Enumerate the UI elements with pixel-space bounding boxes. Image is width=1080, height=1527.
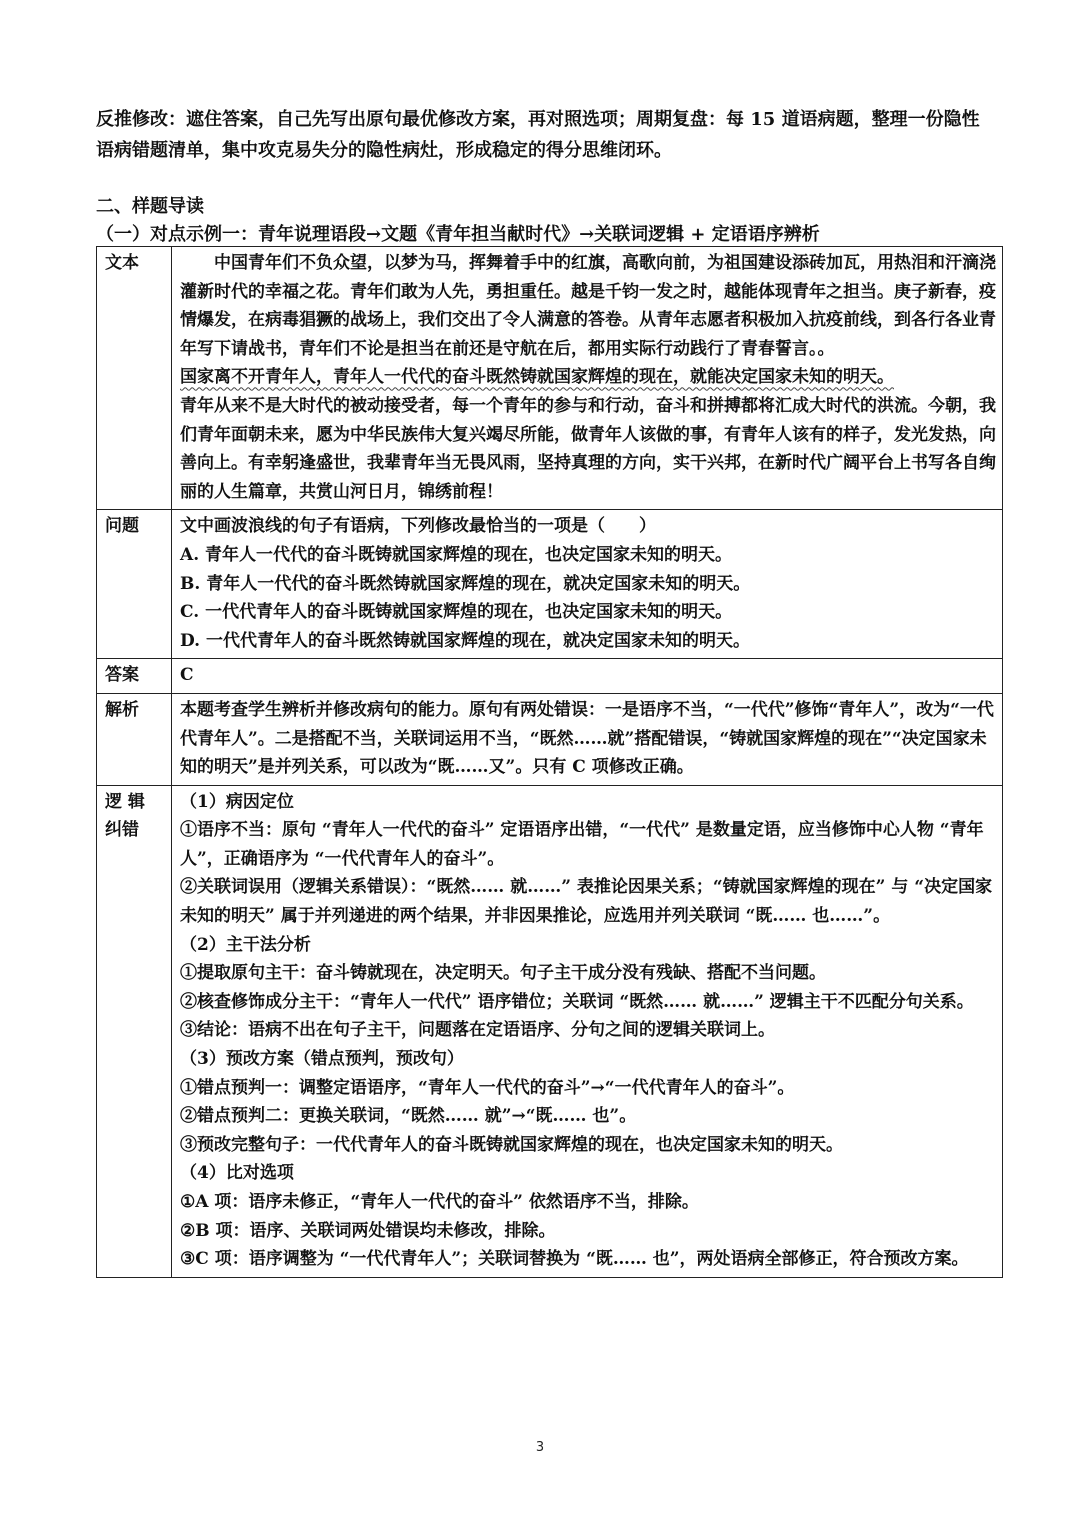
page-number: 3 — [535, 1440, 545, 1455]
logic-line: （1）病因定位 — [180, 791, 294, 812]
logic-label — [97, 785, 172, 1277]
logic-label-line-2: 纠错 — [105, 820, 139, 841]
answer-label: 答案 — [97, 659, 172, 694]
logic-line: ③预改完整句子：一代代青年人的奋斗既铸就国家辉煌的现在，也决定国家未知的明天。 — [180, 1134, 843, 1155]
logic-line: ①错点预判一：调整定语语序，“青年人一代代的奋斗”→“一代代青年人的奋斗”。 — [180, 1077, 795, 1098]
question-row — [97, 510, 1003, 659]
text-label: 文本 — [97, 247, 172, 510]
logic-line: ①语序不当：原句 “青年人一代代的奋斗” 定语语序出错，“一代代” 是数量定语，应当修饰中心人物 “青年人”，正确语序为 “一代代青年人的奋斗”。 — [180, 820, 984, 869]
intro-paragraph: 反推修改：遮住答案，自己先写出原句最优修改方案，再对照选项；周期复盘：每 15 道语病题，整理一份隐性语病错题清单，集中攻克易失分的隐性病灶，形成稳定的得分思维闭环。 — [96, 109, 980, 161]
question-label: 问题 — [97, 510, 172, 659]
option-d: D. 一代代青年人的奋斗既然铸就国家辉煌的现在，就决定国家未知的明天。 — [180, 630, 750, 651]
answer-value: C — [172, 659, 1003, 694]
analysis-label: 解析 — [97, 693, 172, 785]
analysis-row — [97, 693, 1003, 785]
analysis-text: 本题考查学生辨析并修改病句的能力。原句有两处错误：一是语序不当，“一代代”修饰“青年人”，改为“一代代青年人”。二是搭配不当，关联词运用不当，“既然……就”搭配错误，“铸就国家辉煌的现在”“决定国家未知的明天”是并列关系，可以改为“既……又”。只有 C 项修改正确。 — [172, 693, 1003, 785]
text-content — [172, 247, 1003, 510]
logic-line: ①A 项：语序未修正，“青年人一代代的奋斗” 依然语序不当，排除。 — [180, 1192, 699, 1212]
logic-line: ②B 项：语序、关联词两处错误均未修改，排除。 — [180, 1220, 556, 1241]
option-a: A. 青年人一代代的奋斗既铸就国家辉煌的现在，也决定国家未知的明天。 — [180, 544, 733, 565]
text-paragraph-2: 青年从来不是大时代的被动接受者，每一个青年的参与和行动，奋斗和拼搏都将汇成大时代的洪流。今朝，我们青年面朝未来，愿为中华民族伟大复兴竭尽所能，做青年人该做的事，有青年人该有的样子，发光发热，向善向上。有幸躬逢盛世，我辈青年当无畏风雨，坚持真理的方向，实干兴邦，在新时代广阔平台上书写各自绚丽的人生篇章，共赏山河日月，锦绣前程！ — [180, 395, 996, 502]
logic-label-line-1: 逻 辑 — [105, 791, 145, 812]
question-stem: 文中画波浪线的句子有语病，下列修改最恰当的一项是（ ） — [180, 516, 656, 537]
logic-line: ③C 项：语序调整为 “一代代青年人”；关联词替换为 “既…… 也”，两处语病全部修正，符合预改方案。 — [180, 1249, 969, 1270]
question-content — [172, 510, 1003, 659]
text-paragraph-1: 中国青年们不负众望，以梦为马，挥舞着手中的红旗，高歌向前，为祖国建设添砖加瓦，用热泪和汗滴浇灌新时代的幸福之花。青年们敢为人先，勇担重任。越是千钧一发之时，越能体现青年之担当。庚子新春，疫情爆发，在病毒猖獗的战场上，我们交出了令人满意的答卷。从青年志愿者积极加入抗疫前线，到各行各业青年写下请战书，青年们不论是担当在前还是守航在后，都用实际行动践行了青春誓言。。 — [180, 253, 996, 359]
wavy-underlined-sentence: 国家离不开青年人，青年人一代代的奋斗既然铸就国家辉煌的现在，就能决定国家未知的明天。 — [180, 367, 894, 388]
logic-line: ③结论：语病不出在句子主干，问题落在定语语序、分句之间的逻辑关联词上。 — [180, 1020, 775, 1041]
logic-line: （4）比对选项 — [180, 1163, 294, 1184]
logic-content — [172, 785, 1003, 1277]
answer-row — [97, 659, 1003, 694]
logic-line: （3）预改方案（错点预判，预改句） — [180, 1049, 464, 1070]
option-b: B. 青年人一代代的奋斗既然铸就国家辉煌的现在，就决定国家未知的明天。 — [180, 573, 751, 594]
logic-line: ②错点预判二：更换关联词，“既然…… 就”→“既…… 也”。 — [180, 1106, 637, 1127]
example-table — [96, 246, 1003, 1278]
text-row — [97, 247, 1003, 510]
example-title: （一）对点示例一：青年说理语段→文题《青年担当献时代》→关联词逻辑 + 定语语序辨析 — [96, 224, 820, 245]
logic-line: ①提取原句主干：奋斗铸就现在，决定明天。句子主干成分没有残缺、搭配不当问题。 — [180, 963, 826, 984]
section-title: 二、样题导读 — [96, 196, 204, 217]
logic-line: ②关联词误用（逻辑关系错误）：“既然…… 就……” 表推论因果关系；“铸就国家辉煌的现在” 与 “决定国家未知的明天” 属于并列递进的两个结果，并非因果推论，应选用并列关联词 “既…… 也……”。 — [180, 877, 993, 927]
option-c: C. 一代代青年人的奋斗既铸就国家辉煌的现在，也决定国家未知的明天。 — [180, 602, 733, 623]
logic-line: （2）主干法分析 — [180, 934, 311, 955]
logic-line: ②核查修饰成分主干：“青年人一代代” 语序错位；关联词 “既然…… 就……” 逻辑主干不匹配分句关系。 — [180, 991, 974, 1012]
logic-row — [97, 785, 1003, 1277]
